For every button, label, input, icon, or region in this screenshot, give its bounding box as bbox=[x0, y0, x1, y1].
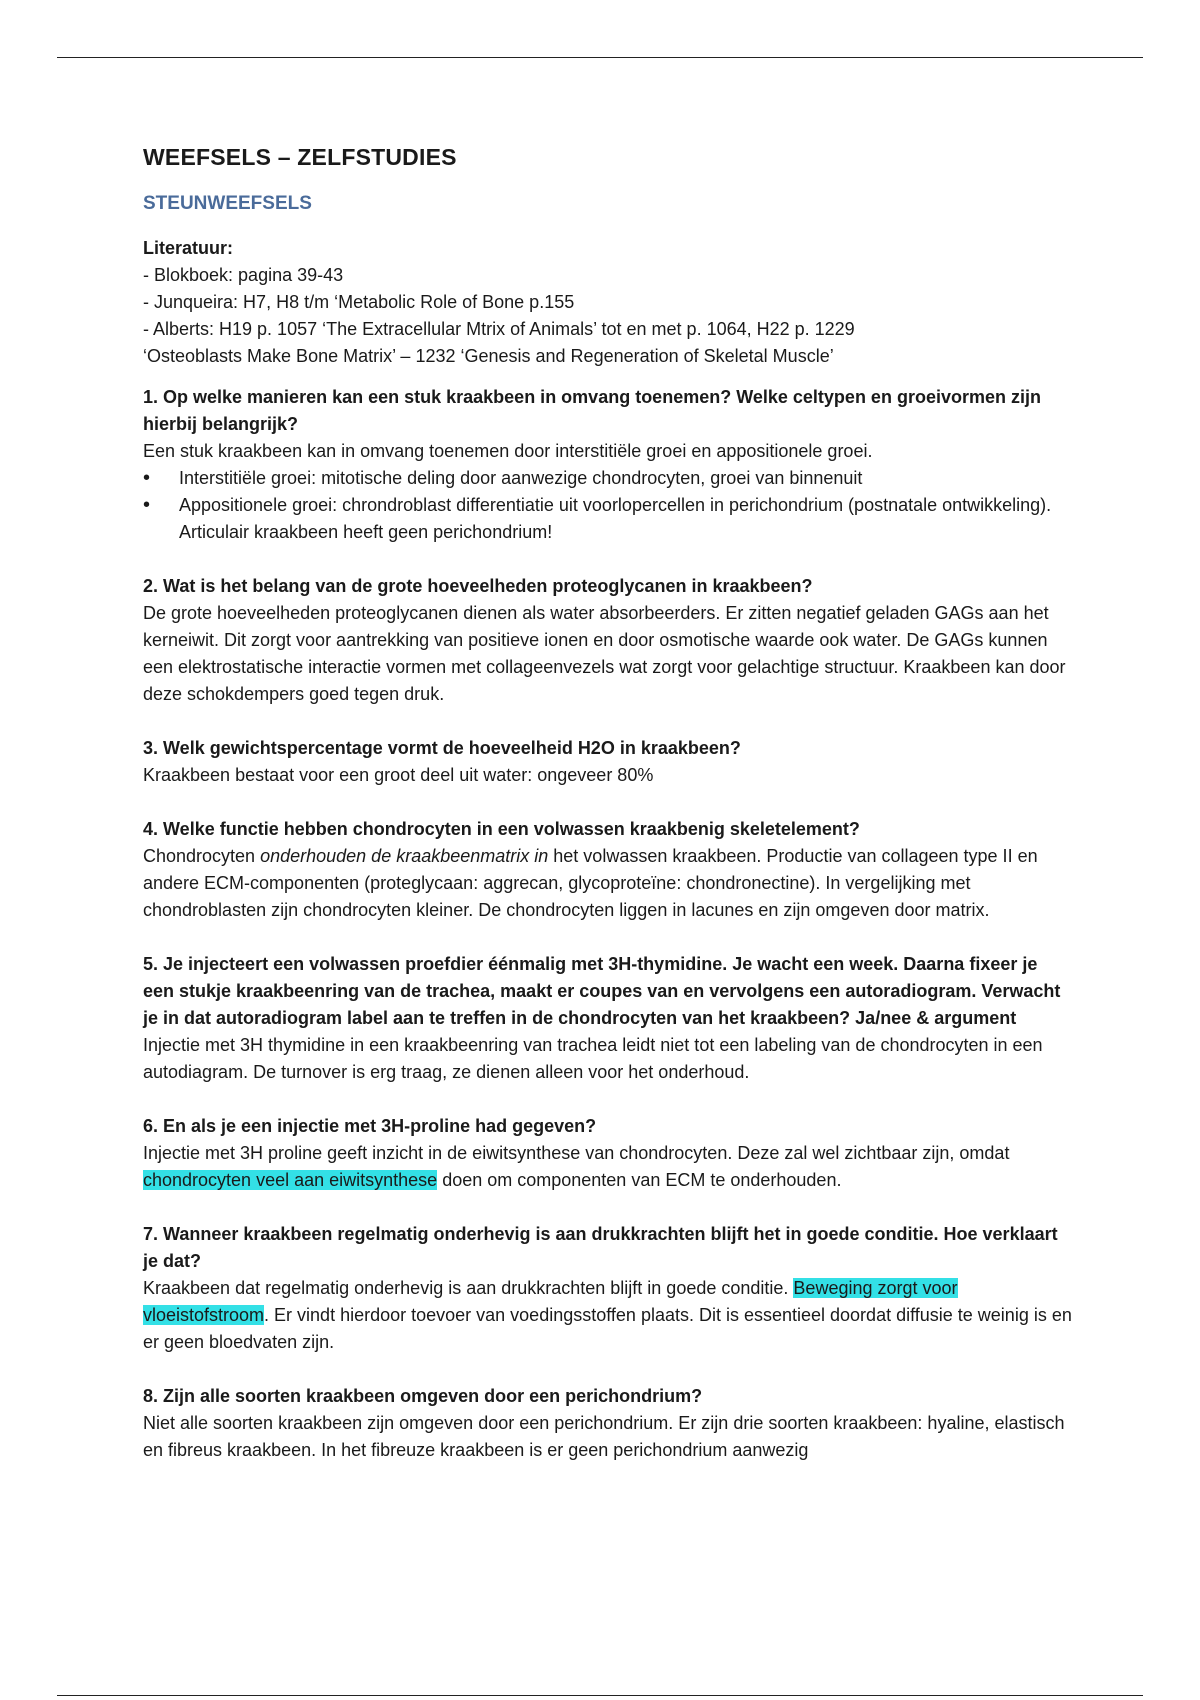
answer-part: Chondrocyten bbox=[143, 846, 261, 866]
answer-part: . Er vindt hierdoor toevoer van voedingsstoffen plaats. Dit is essentieel doordat diffusie te weinig is en er geen bloedvaten zijn. bbox=[143, 1305, 1072, 1352]
literature-block bbox=[143, 235, 1073, 370]
question-8 bbox=[143, 1383, 1073, 1464]
literature-line: - Blokboek: pagina 39-43 bbox=[143, 265, 344, 285]
answer-emphasis: onderhouden de kraakbeenmatrix in bbox=[260, 846, 549, 866]
question-text: 8. Zijn alle soorten kraakbeen omgeven door een perichondrium? bbox=[143, 1386, 703, 1406]
question-6 bbox=[143, 1113, 1073, 1194]
question-5 bbox=[143, 951, 1073, 1086]
answer-part: Kraakbeen dat regelmatig onderhevig is aan drukkrachten blijft in goede conditie. bbox=[143, 1278, 794, 1298]
question-text: 4. Welke functie hebben chondrocyten in een volwassen kraakbenig skeletelement? bbox=[143, 819, 860, 839]
highlighted-text: Beweging zorgt voor vloeistofstroom bbox=[143, 1278, 958, 1325]
answer-text: Kraakbeen bestaat voor een groot deel uit water: ongeveer 80% bbox=[143, 765, 654, 785]
literature-line: - Alberts: H19 p. 1057 ‘The Extracellular Mtrix of Animals’ tot en met p. 1064, H22 p. 1229 bbox=[143, 319, 855, 339]
list-item: • Interstitiële groei: mitotische deling door aanwezige chondrocyten, groei van binnenuit bbox=[143, 465, 1073, 492]
answer-part: het volwassen kraakbeen. Productie van collageen type II en andere ECM-componenten (proteglycaan: aggrecan, glycoproteïne: chondronectine). In vergelijking met chondroblasten zijn chondrocyten kleiner. De chondrocyten liggen in lacunes en zijn omgeven door matrix. bbox=[143, 846, 1038, 920]
question-text: 5. Je injecteert een volwassen proefdier éénmalig met 3H-thymidine. Je wacht een week. Daarna fixeer je een stukje kraakbeenring van de trachea, maakt er coupes van en vervolgens een autoradiogram. Verwacht je in dat autoradiogram label aan te treffen in de chondrocyten van het kraakbeen? Ja/nee & argument bbox=[143, 954, 1061, 1028]
list-item: • Appositionele groei: chrondroblast differentiatie uit voorlopercellen in perichondrium (postnatale ontwikkeling). Articulair kraakbeen heeft geen perichondrium! bbox=[143, 492, 1073, 546]
page-title: WEEFSELS – ZELFSTUDIES bbox=[143, 144, 457, 170]
answer-part: doen om componenten van ECM te onderhouden. bbox=[437, 1170, 842, 1190]
question-7 bbox=[143, 1221, 1073, 1356]
answer-text bbox=[143, 1275, 1073, 1356]
top-rule bbox=[57, 57, 1143, 58]
bottom-rule bbox=[57, 1695, 1143, 1696]
answer-text bbox=[143, 1140, 1073, 1194]
answer-text: Injectie met 3H thymidine in een kraakbeenring van trachea leidt niet tot een labeling van de chondrocyten in een autodiagram. De turnover is erg traag, ze dienen alleen voor het onderhoud. bbox=[143, 1035, 1043, 1082]
answer-text: Een stuk kraakbeen kan in omvang toenemen door interstitiële groei en appositionele groei. bbox=[143, 441, 873, 461]
answer-text: De grote hoeveelheden proteoglycanen dienen als water absorbeerders. Er zitten negatief geladen GAGs aan het kerneiwit. Dit zorgt voor aantrekking van positieve ionen en door osmotische waarde ook water. De GAGs kunnen een elektrostatische interactie vormen met collageenvezels wat zorgt voor gelachtige structuur. Kraakbeen kan door deze schokdempers goed tegen druk. bbox=[143, 603, 1066, 704]
question-text: 3. Welk gewichtspercentage vormt de hoeveelheid H2O in kraakbeen? bbox=[143, 738, 741, 758]
question-text: 1. Op welke manieren kan een stuk kraakbeen in omvang toenemen? Welke celtypen en groeivormen zijn hierbij belangrijk? bbox=[143, 387, 1041, 434]
question-text: 7. Wanneer kraakbeen regelmatig onderhevig is aan drukkrachten blijft het in goede conditie. Hoe verklaart je dat? bbox=[143, 1224, 1058, 1271]
question-text: 2. Wat is het belang van de grote hoeveelheden proteoglycanen in kraakbeen? bbox=[143, 576, 813, 596]
literature-line: - Junqueira: H7, H8 t/m ‘Metabolic Role of Bone p.155 bbox=[143, 292, 575, 312]
bullet-list bbox=[143, 465, 1073, 546]
literature-line: ‘Osteoblasts Make Bone Matrix’ – 1232 ‘Genesis and Regeneration of Skeletal Muscle’ bbox=[143, 346, 834, 366]
literature-heading: Literatuur: bbox=[143, 238, 233, 258]
highlighted-text: chondrocyten veel aan eiwitsynthese bbox=[143, 1170, 438, 1190]
answer-part: Injectie met 3H proline geeft inzicht in de eiwitsynthese van chondrocyten. Deze zal wel zichtbaar zijn, omdat bbox=[143, 1143, 1010, 1163]
question-1 bbox=[143, 384, 1073, 546]
question-2 bbox=[143, 573, 1073, 708]
question-3 bbox=[143, 735, 1073, 789]
section-heading: STEUNWEEFSELS bbox=[143, 193, 312, 214]
question-4 bbox=[143, 816, 1073, 924]
question-text: 6. En als je een injectie met 3H-proline had gegeven? bbox=[143, 1116, 597, 1136]
answer-text: Niet alle soorten kraakbeen zijn omgeven door een perichondrium. Er zijn drie soorten kraakbeen: hyaline, elastisch en fibreus kraakbeen. In het fibreuze kraakbeen is er geen perichondrium aanwezig bbox=[143, 1413, 1065, 1460]
answer-text bbox=[143, 843, 1073, 924]
document-body bbox=[143, 144, 1073, 1464]
